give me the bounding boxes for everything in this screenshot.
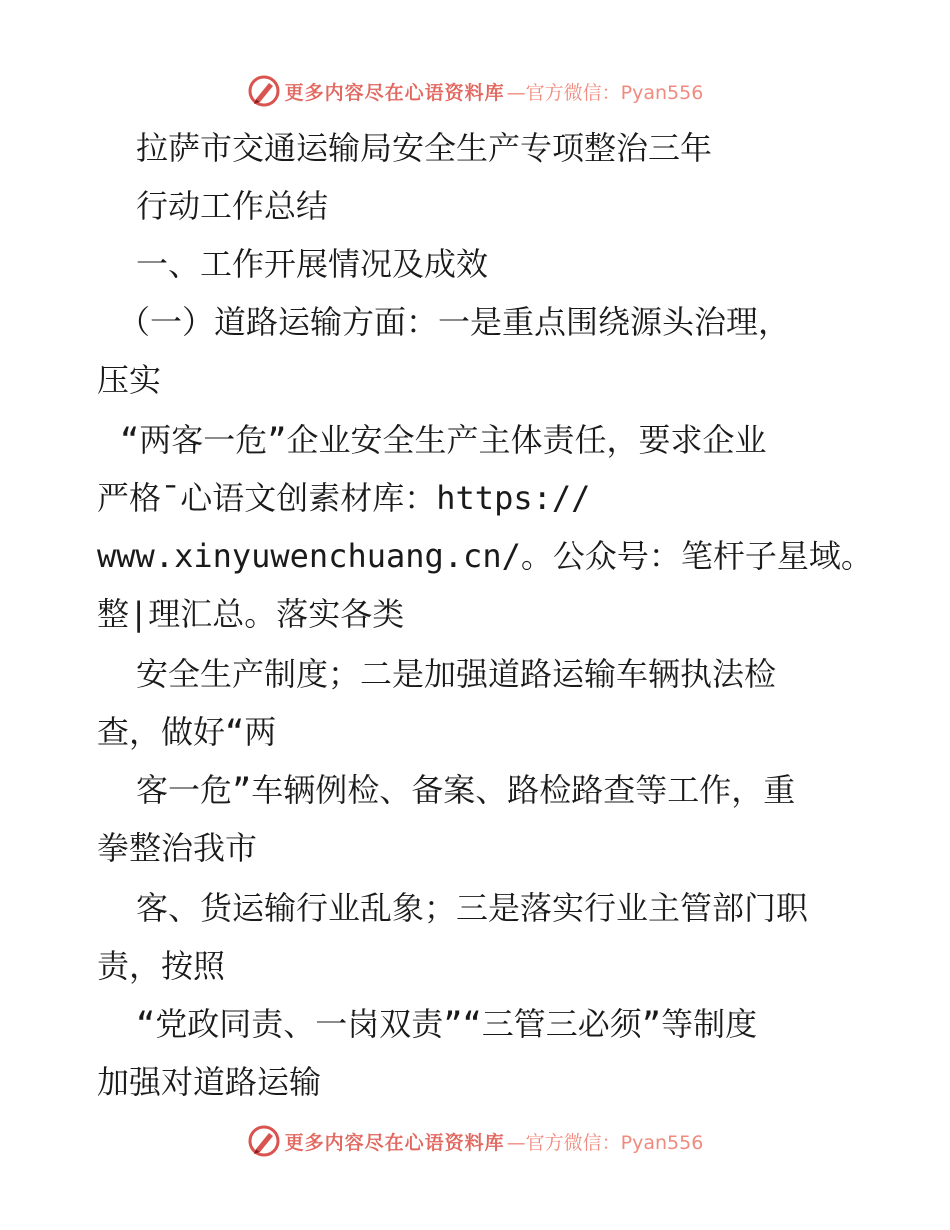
paragraph-line: 查，做好“两 [97, 713, 277, 751]
paragraph-line: 客一危”车辆例检、备案、路检路查等工作，重 [136, 771, 796, 809]
paragraph-line: 加强对道路运输 [97, 1063, 322, 1101]
watermark-contact: —官方微信：Pyan556 [506, 81, 704, 104]
paragraph-line: 拳整治我市 [97, 829, 258, 867]
paragraph-line: 压实 [97, 361, 162, 399]
pen-circle-logo-icon [247, 1124, 281, 1158]
paragraph-line: 严格¯心语文创素材库：https:// [97, 479, 591, 517]
paragraph-line: （一）道路运输方面：一是重点围绕源头治理， [118, 303, 791, 341]
paragraph-line: 客、货运输行业乱象；三是落实行业主管部门职 [136, 889, 809, 927]
watermark-header [0, 74, 950, 108]
doc-title-line-2: 行动工作总结 [136, 187, 329, 225]
paragraph-line: 责，按照 [97, 947, 226, 985]
paragraph-line: “两客一危”企业安全生产主体责任，要求企业 [120, 421, 767, 459]
pen-circle-logo-icon [247, 74, 281, 108]
watermark-text: 更多内容尽在心语资料库 [284, 1131, 505, 1154]
paragraph-line: “党政同责、一岗双责”“三管三必须”等制度 [136, 1005, 758, 1043]
paragraph-line: www.xinyuwenchuang.cn/。公众号：笔杆子星域。 [97, 537, 873, 575]
watermark-contact: —官方微信：Pyan556 [506, 1131, 704, 1154]
watermark-footer [0, 1124, 950, 1158]
section-heading: 一、工作开展情况及成效 [136, 245, 489, 283]
watermark-text: 更多内容尽在心语资料库 [284, 81, 505, 104]
doc-title-line-1: 拉萨市交通运输局安全生产专项整治三年 [136, 129, 713, 167]
paragraph-line: 整|理汇总。落实各类 [97, 595, 405, 633]
paragraph-line: 安全生产制度；二是加强道路运输车辆执法检 [136, 655, 777, 693]
